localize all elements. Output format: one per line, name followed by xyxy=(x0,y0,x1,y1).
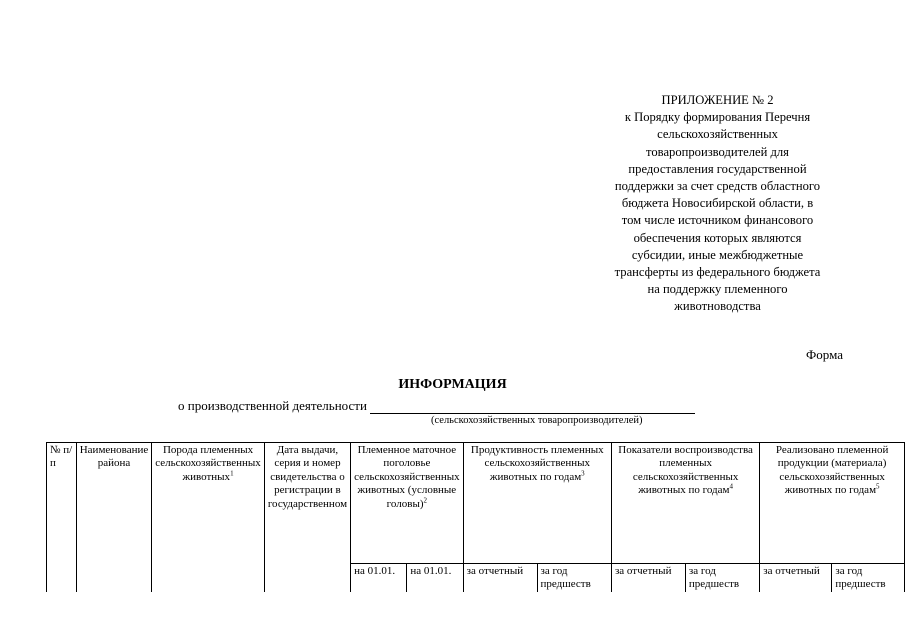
appendix-line: сельскохозяйственных xyxy=(657,127,778,142)
appendix-line: бюджета Новосибирской области, в xyxy=(621,196,814,211)
appendix-line: обеспечения которых являются xyxy=(633,230,802,245)
header-reproduction-text: Показатели воспроизводства племенных сельскохозяйственных животных по годам xyxy=(618,444,753,497)
footnote-5: 5 xyxy=(876,482,880,491)
footnote-4: 4 xyxy=(729,482,733,491)
appendix-line: животноводства xyxy=(674,299,761,314)
header-sold xyxy=(760,443,905,564)
header-productivity xyxy=(463,443,611,564)
header-reproduction xyxy=(611,443,759,564)
header-certificate: Дата выдачи, серия и номер свидетельства о регистрации в государственном xyxy=(264,443,350,604)
sub-header-prev: за год предшеств xyxy=(832,564,905,604)
header-sold-text: Реализовано племенной продукции (материала) сельскохозяйственных животных по годам xyxy=(775,444,889,497)
appendix-header xyxy=(585,92,850,316)
header-productivity-text: Продуктивность племенных сельскохозяйственных животных по годам xyxy=(470,444,604,483)
sub-header-report: за отчетный xyxy=(760,564,832,604)
header-number: № п/п xyxy=(47,443,77,604)
appendix-line: субсидии, иные межбюджетные xyxy=(631,247,804,262)
header-livestock xyxy=(351,443,464,564)
appendix-line: поддержки за счет средств областного xyxy=(614,179,821,194)
header-livestock-text: Племенное маточное поголовье сельскохозяйственных животных (условные головы) xyxy=(354,444,460,510)
footnote-1: 1 xyxy=(230,469,234,478)
sub-header-date-2: на 01.01. xyxy=(407,564,463,604)
form-label: Форма xyxy=(806,347,843,362)
header-breed-text: Порода племенных сельскохозяйственных животных xyxy=(155,444,261,483)
appendix-line: товаропроизводителей для xyxy=(646,144,789,159)
document-title: ИНФОРМАЦИЯ xyxy=(398,377,507,392)
appendix-line: к Порядку формирования Перечня xyxy=(624,110,811,125)
page-cutoff xyxy=(0,592,905,640)
appendix-line: ПРИЛОЖЕНИЕ № 2 xyxy=(661,93,774,107)
sub-header-prev: за год предшеств xyxy=(537,564,611,604)
footnote-3: 3 xyxy=(581,469,585,478)
sub-header-prev: за год предшеств xyxy=(685,564,759,604)
producer-blank-line xyxy=(370,400,695,414)
info-table xyxy=(46,442,905,604)
header-district: Наименование района xyxy=(76,443,152,604)
subtitle-line xyxy=(178,398,695,414)
sub-header-report: за отчетный xyxy=(463,564,537,604)
under-caption: (сельскохозяйственных товаропроизводителей) xyxy=(431,415,643,426)
subtitle: о производственной деятельности xyxy=(178,398,367,413)
sub-header-report: за отчетный xyxy=(611,564,685,604)
appendix-line: предоставления государственной xyxy=(628,161,807,176)
footnote-2: 2 xyxy=(423,495,428,504)
sub-header-date-1: на 01.01. xyxy=(351,564,407,604)
appendix-line: том числе источником финансового xyxy=(621,213,814,228)
header-breed xyxy=(152,443,265,604)
appendix-line: трансферты из федерального бюджета xyxy=(614,265,821,280)
appendix-line: на поддержку племенного xyxy=(647,282,788,297)
